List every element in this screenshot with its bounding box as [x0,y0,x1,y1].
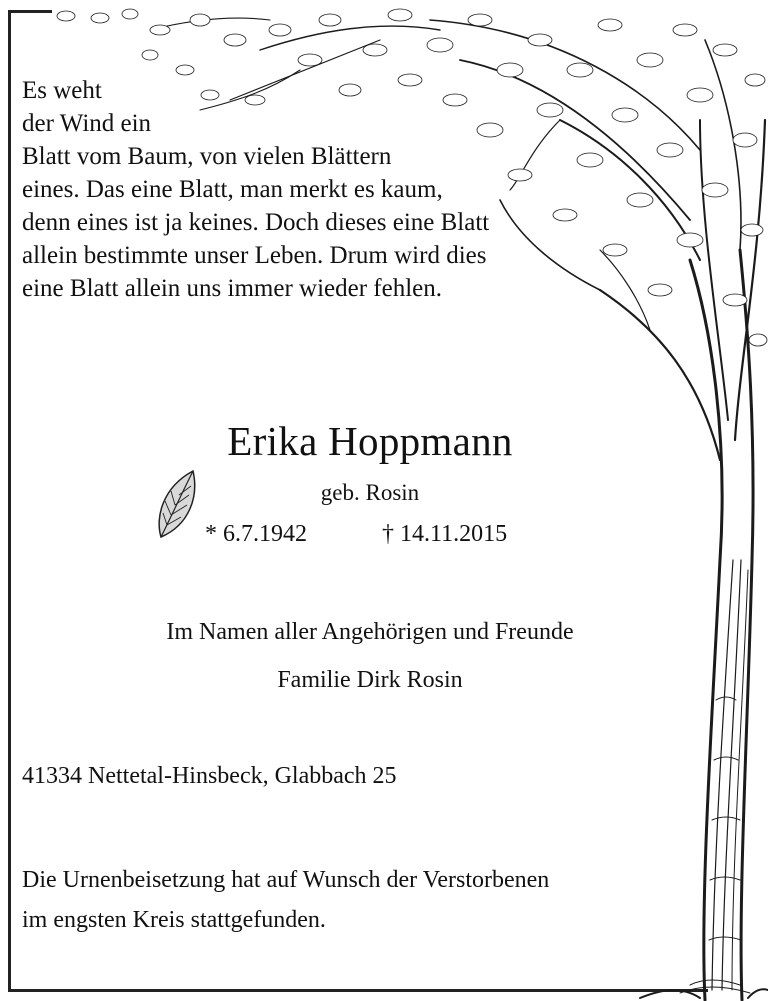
birth-date: * 6.7.1942 [205,521,307,547]
poem-line: Blatt vom Baum, von vielen Blättern [22,143,392,170]
family-name: Familie Dirk Rosin [277,667,463,693]
poem-line: der Wind ein [22,110,152,137]
death-date: † 14.11.2015 [382,521,508,547]
leaf-icon [153,467,201,541]
maiden-name: geb. Rosin [320,480,420,505]
deceased-name: Erika Hoppmann [227,418,513,464]
poem-line: denn eines ist ja keines. Doch dieses eine Blatt [22,209,490,236]
poem [22,74,489,305]
poem-line: allein bestimmte unser Leben. Drum wird dies [22,242,487,269]
address: 41334 Nettetal-Hinsbeck, Glabbach 25 [22,763,397,789]
burial-notice-line: im engsten Kreis stattgefunden. [22,907,326,933]
poem-line: Es weht [22,77,102,104]
poem-line: eine Blatt allein uns immer wieder fehlen. [22,275,442,302]
mourners-line: Im Namen aller Angehörigen und Freunde [166,619,574,645]
burial-notice-line: Die Urnenbeisetzung hat auf Wunsch der Verstorbenen [22,867,550,893]
burial-notice [22,860,549,940]
poem-line: eines. Das eine Blatt, man merkt es kaum, [22,176,443,203]
